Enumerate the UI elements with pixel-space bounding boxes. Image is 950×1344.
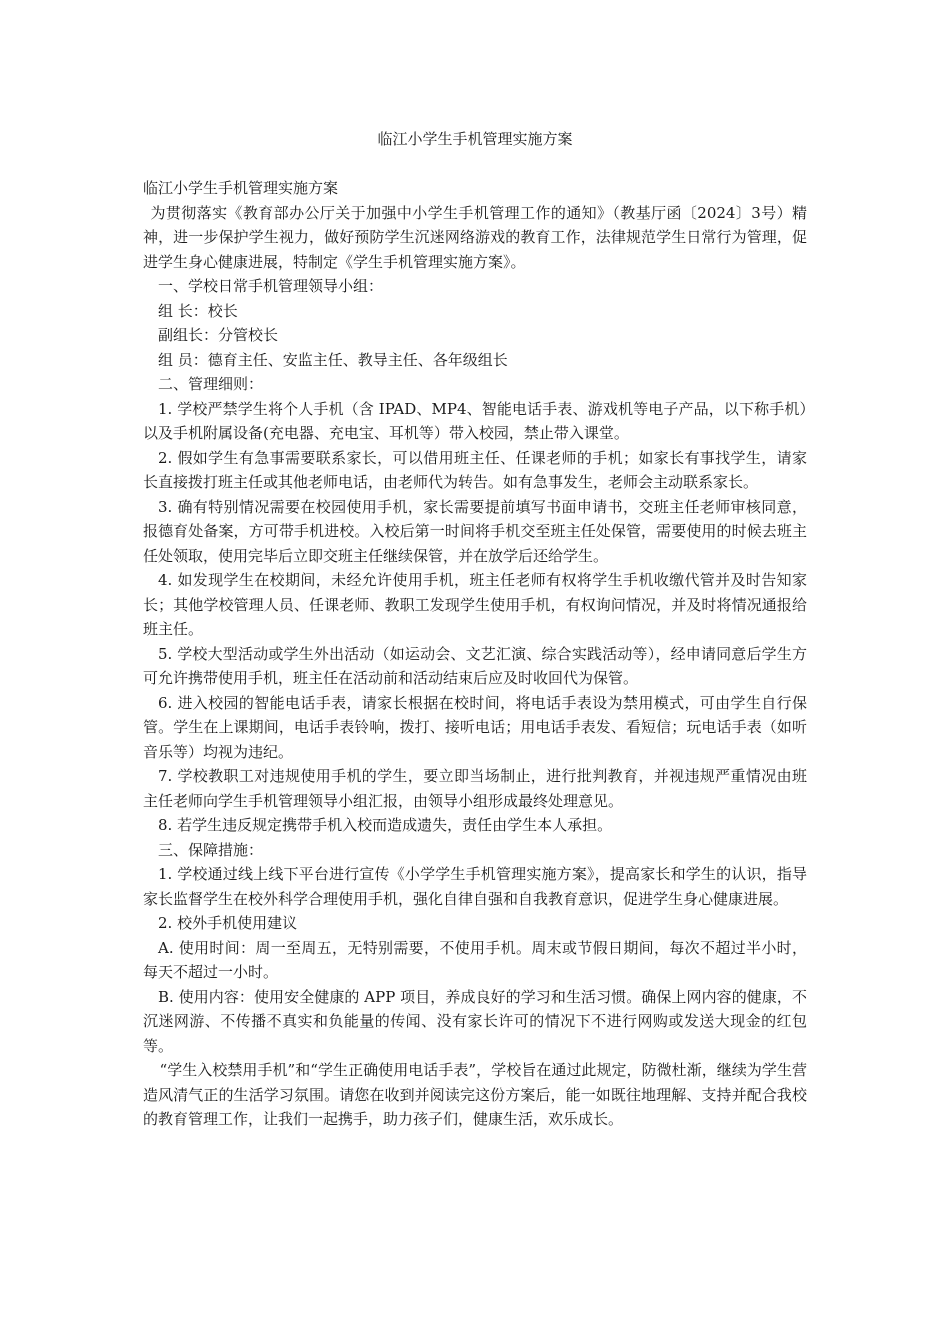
section-heading-measures: 三、保障措施：	[158, 840, 264, 859]
intro-paragraph: 为贯彻落实《教育部办公厅关于加强中小学生手机管理工作的通知》（教基厅函〔2024〕3号）精神，进一步保护学生视力，做好预防学生沉迷网络游戏的教育工作，法律规范学生日常行为管理，促进学生身心健康进展，特制定《学生手机管理实施方案》。	[143, 203, 807, 271]
rule-item: 8. 若学生违反规定携带手机入校而造成遗失，责任由学生本人承担。	[158, 816, 613, 834]
rule-item: 4. 如发现学生在校期间，未经允许使用手机，班主任老师有权将学生手机收缴代管并及时告知家长；其他学校管理人员、任课老师、教职工发现学生使用手机，有权询问情况，并及时将情况通报给班主任。	[143, 571, 807, 638]
document-body	[143, 176, 807, 1132]
rule-item: 1. 学校严禁学生将个人手机（含 IPAD、MP4、智能电话手表、游戏机等电子产品，以下称手机）以及手机附属设备(充电器、充电宝、耳机等）带入校园，禁止带入课堂。	[143, 399, 807, 442]
rule-item: 6. 进入校园的智能电话手表，请家长根据在校时间，将电话手表设为禁用模式，可由学生自行保管。学生在上课期间，电话手表铃响，拨打、接听电话；用电话手表发、看短信；玩电话手表（如听音乐等）均视为违纪。	[143, 693, 807, 761]
section-heading-leadership: 一、学校日常手机管理领导小组：	[158, 277, 384, 295]
rule-item: 3. 确有特别情况需要在校园使用手机，家长需要提前填写书面申请书，交班主任老师审核同意，报德育处备案，方可带手机进校。入校后第一时间将手机交至班主任处保管，需要使用的时候去班主任处领取，使用完毕后立即交班主任继续保管，并在放学后还给学生。	[143, 497, 807, 565]
rule-item: 5. 学校大型活动或学生外出活动（如运动会、文艺汇演、综合实践活动等），经申请同意后学生方可允许携带使用手机，班主任在活动前和活动结束后应及时收回代为保管。	[143, 644, 807, 687]
measure-item: 1. 学校通过线上线下平台进行宣传《小学学生手机管理实施方案》，提高家长和学生的认识，指导家长监督学生在校外科学合理使用手机，强化自律自强和自我教育意识，促进学生身心健康进展。	[143, 865, 807, 908]
page-title: 临江小学生手机管理实施方案	[377, 130, 573, 148]
section-heading-rules: 二、管理细则：	[158, 375, 264, 393]
rule-item: 7. 学校教职工对违规使用手机的学生，要立即当场制止，进行批判教育，并视违规严重情况由班主任老师向学生手机管理领导小组汇报，由领导小组形成最终处理意见。	[143, 767, 807, 810]
members-line: 组 员：德育主任、安监主任、教导主任、各年级组长	[158, 350, 508, 369]
rule-item: 2. 假如学生有急事需要联系家长，可以借用班主任、任课老师的手机；如家长有事找学生，请家长直接拨打班主任或其他老师电话，由老师代为转告。如有急事发生，老师会主动联系家长。	[143, 448, 807, 491]
doc-heading: 临江小学生手机管理实施方案	[143, 179, 339, 197]
closing-paragraph: “学生入校禁用手机”和“学生正确使用电话手表”，学校旨在通过此规定，防微杜渐，继续为学生营造风清气正的生活学习氛围。请您在收到并阅读完这份方案后，能一如既往地理解、支持并配合我校的教育管理工作，让我们一起携手，助力孩子们，健康生活，欢乐成长。	[143, 1061, 807, 1128]
measure-item: 2. 校外手机使用建议	[158, 914, 298, 932]
leader-line: 组 长：校长	[158, 301, 238, 320]
measure-subitem: A. 使用时间：周一至周五，无特别需要，不使用手机。周末或节假日期间，每次不超过半小时，每天不超过一小时。	[143, 938, 807, 981]
deputy-leader-line: 副组长：分管校长	[158, 326, 279, 344]
measure-subitem: B. 使用内容：使用安全健康的 APP 项目，养成良好的学习和生活习惯。确保上网内容的健康，不沉迷网游、不传播不真实和负能量的传闻、没有家长许可的情况下不进行网购或发送大现金的红包等。	[143, 987, 807, 1055]
